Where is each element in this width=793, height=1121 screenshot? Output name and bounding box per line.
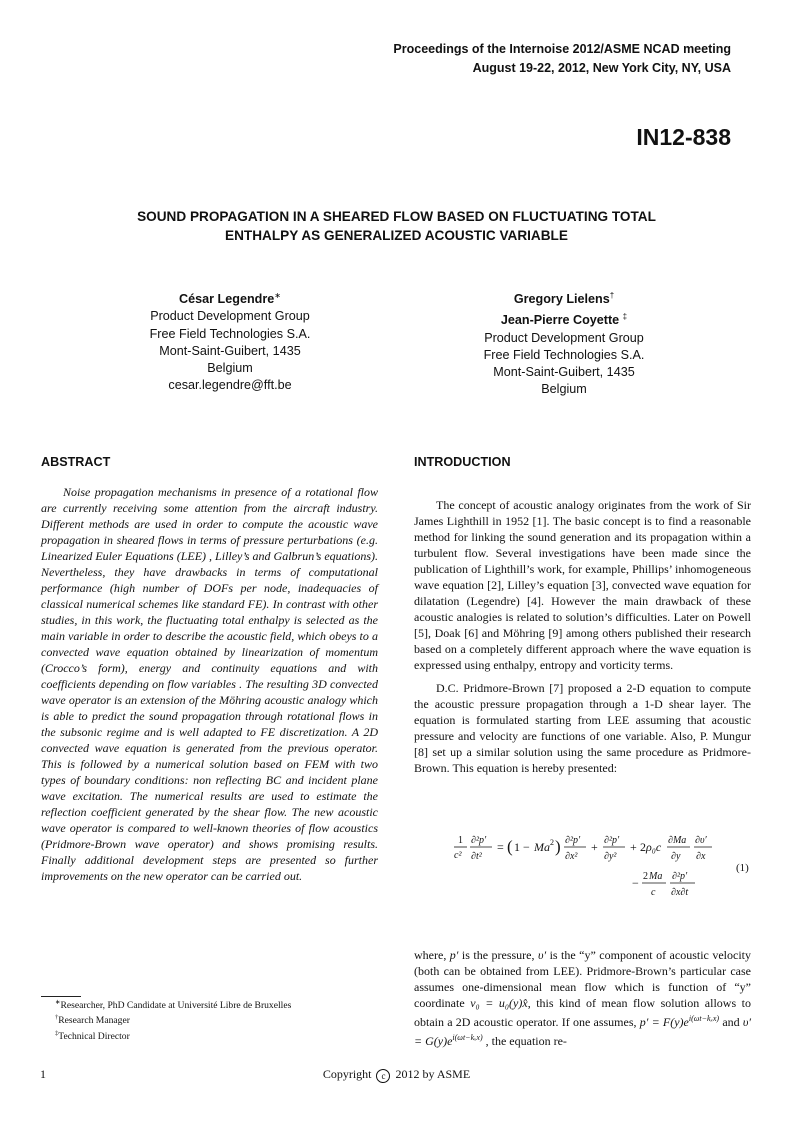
intro-paragraph-2: D.C. Pridmore-Brown [7] proposed a 2-D equation to compute the acoustic pressure propagation through a 1-D shear layer. The equation is formulated starting from LEE assuming that acoustic pressure and velocity are functions of one variable. Also, P. Mungur [8] set up a similar solution using the same procedure as Pridmore-Brown. This equation is hereby presented:: [414, 681, 751, 775]
svg-text:∂²p′: ∂²p′: [565, 835, 581, 846]
svg-text:): ): [555, 837, 561, 856]
footnote-mark: ∗: [274, 291, 281, 300]
intro-paragraph-1: The concept of acoustic analogy originates from the work of Sir James Lighthill in 1952 [1]. The basic concept is to find a reasonable method for linking the sound generation and its propagation within a turbulent flow. Several investigations have been made since the publication of Lighthill’s work, for example, Phillips’ inhomogeneous wave equation [2], Lilley’s equation [3], convected wave equation for dilatation (Legendre) [4]. However the main drawback of these acoustic analogies is related to solution’s difficulties. Later on Powell [5], Doak [6] and Möhring [9] among others published their research based on a completely different approach where the wave equation is expressed using enthalpy, entropy and vorticity terms.: [414, 498, 751, 672]
paper-title-line-1: SOUND PROPAGATION IN A SHEARED FLOW BASED ON FLUCTUATING TOTAL: [137, 209, 656, 224]
affiliation-line: Belgium: [541, 382, 587, 397]
svg-text:∂²p′: ∂²p′: [672, 871, 688, 882]
introduction-heading: INTRODUCTION: [414, 455, 511, 469]
abstract-heading: ABSTRACT: [41, 455, 111, 469]
conference-header: [393, 40, 731, 78]
svg-text:∂y: ∂y: [671, 851, 681, 862]
author-email: cesar.legendre@fft.be: [168, 378, 292, 393]
copyright-icon: c: [376, 1069, 390, 1083]
conference-name: Proceedings of the Internoise 2012/ASME NCAD meeting: [393, 42, 731, 56]
affiliation-line: Product Development Group: [150, 309, 310, 324]
abstract-paragraph: Noise propagation mechanisms in presence of a rotational flow are currently receiving some attention from the aircraft industry. Different methods are used in order to compute the acoustic wave propagation in sheared flows in terms of pressure perturbations (e.g. Linearized Euler Equations (LEE) , Lilley’s and Galbrun’s equations). Nevertheless, they have drawbacks in terms of computational performance (high number of DOFs per node, inadequacies of classical numerical schemes like standard FE). In contrast with other studies, in this work, the fluctuating total enthalpy is selected as the main variable in order to describe the acoustic field, which obeys to a convected wave equation obtained by linearization of momentum (Crocco’s form), energy and continuity equations and with coefficients depending on flow variables . The resulting 3D convected wave operator is an extension of the Möhring acoustic analogy which is able to predict the sound propagation through rotational flows in the subsonic regime and is well adapted to FE discretization. A 2D convected wave equation is generated from the previous operator. This is followed by a numerical solution based on FEM with two types of boundary conditions: non reflecting BC and incident plane wave excitation. The numerical results are used to estimate the reflection coefficient generated by the shear flow. The new acoustic wave operator is compared to well-known theories of flow acoustics (Pridmore-Brown wave operator) and shows promising results. Finally additional development steps are presented so further improvements on the new operator can be carried out.: [41, 485, 378, 883]
footnotes: [55, 997, 375, 1043]
svg-text:∂υ′: ∂υ′: [695, 835, 707, 846]
svg-text:=: =: [497, 840, 504, 854]
svg-text:1 −: 1 −: [514, 840, 530, 854]
introduction-continued: [414, 947, 751, 1049]
conference-date: August 19-22, 2012, New York City, NY, USA: [472, 61, 731, 75]
introduction-body: [414, 497, 751, 776]
copyright-notice: Copyright c 2012 by ASME: [322, 1067, 471, 1081]
affiliation-line: Mont-Saint-Guibert, 1435: [159, 343, 301, 358]
affiliation-line: Mont-Saint-Guibert, 1435: [493, 365, 635, 380]
svg-text:c: c: [651, 887, 656, 898]
svg-text:2: 2: [550, 838, 554, 847]
svg-text:∂x: ∂x: [696, 851, 706, 862]
footnote-mark: †: [609, 291, 615, 300]
svg-text:∂x∂t: ∂x∂t: [671, 887, 689, 898]
svg-text:2: 2: [643, 871, 648, 882]
svg-text:∂Ma: ∂Ma: [668, 835, 687, 846]
equation-1: [414, 834, 751, 904]
footnote-mark: ‡: [622, 312, 628, 322]
svg-text:+: +: [630, 840, 637, 854]
svg-text:∂²p′: ∂²p′: [604, 835, 620, 846]
footnote-2: †Research Manager: [55, 1014, 130, 1027]
affiliation-line: Free Field Technologies S.A.: [483, 347, 645, 362]
footnote-1: ∗Researcher, PhD Candidate at Université Libre de Bruxelles: [55, 999, 292, 1012]
svg-text:∂x²: ∂x²: [565, 851, 578, 862]
svg-text:ρ₀c: ρ₀c: [646, 840, 662, 854]
svg-text:c²: c²: [454, 850, 462, 861]
svg-text:Ma: Ma: [649, 871, 663, 882]
page-number: 1: [40, 1067, 46, 1081]
equation-number: (1): [736, 862, 749, 874]
paper-id: IN12-838: [636, 124, 731, 150]
footnote-3: ‡Technical Director: [55, 1029, 130, 1042]
affiliation-line: Belgium: [207, 361, 253, 375]
author-block-right: [414, 287, 714, 399]
svg-text:Ma: Ma: [534, 840, 550, 854]
equation-graphic: [414, 834, 751, 904]
svg-text:+: +: [591, 840, 598, 854]
svg-text:∂²p′: ∂²p′: [471, 835, 487, 846]
abstract-body: [41, 484, 378, 884]
svg-text:1: 1: [458, 835, 463, 846]
intro-paragraph-3: where, p′ is the pressure, υ′ is the “y” component of acoustic velocity (both can be obtained from LEE). Pridmore-Brown’s particular case assumes one-dimensional mean flow which is function of “y” coordinate v₀ = u₀(y)x̂, this kind of mean flow solution allows to obtain a 2D acoustic operator. If one assumes, $p' = F(y)e^{i(\omega t-k_xx)}$ and $\upsilon' = G(y)e^{i(\omega t-k_xx)}$ , the equation re-: [414, 948, 752, 1048]
svg-text:−: −: [632, 876, 639, 890]
svg-text:∂t²: ∂t²: [471, 851, 482, 862]
author-name: César Legendre∗: [179, 291, 281, 307]
affiliation-line: Product Development Group: [484, 330, 644, 345]
paper-title-line-2: ENTHALPY AS GENERALIZED ACOUSTIC VARIABLE: [225, 228, 568, 243]
svg-text:2: 2: [640, 840, 646, 854]
paper-title: [60, 207, 733, 245]
affiliation-line: Free Field Technologies S.A.: [149, 326, 311, 341]
svg-text:(: (: [507, 837, 513, 856]
svg-text:∂y²: ∂y²: [604, 851, 617, 862]
author-block-left: [80, 287, 380, 394]
author-name: Gregory Lielens†: [513, 291, 615, 307]
author-name: Jean-Pierre Coyette ‡: [500, 312, 628, 328]
